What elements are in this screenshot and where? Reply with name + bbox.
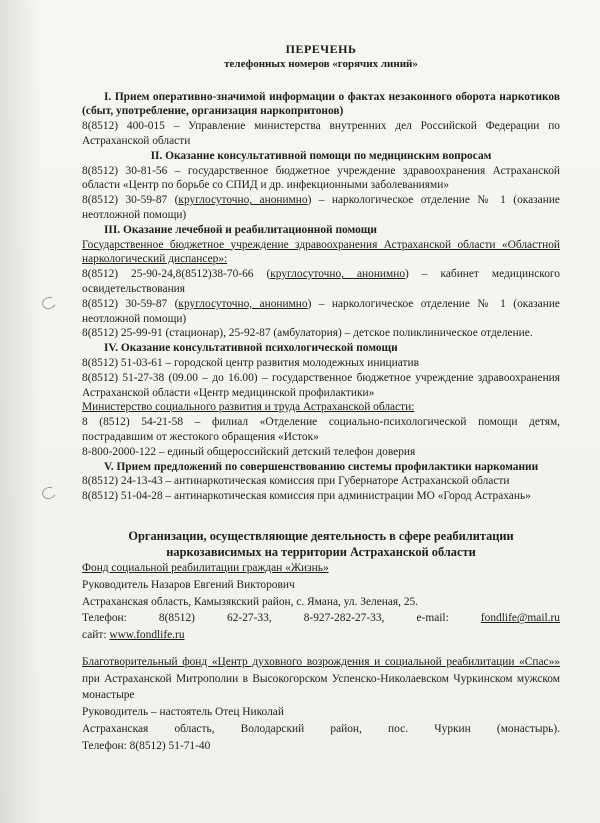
fund-2-head: Руководитель – настоятель Отец Николай bbox=[82, 706, 284, 719]
fund-2-title: Благотворительный фонд «Центр духовного возрождения и социальной реабилитации «Спас»» bbox=[82, 655, 560, 668]
document-title: ПЕРЕЧЕНЬ bbox=[285, 42, 357, 56]
hours-note: круглосуточно, анонимно bbox=[178, 297, 308, 310]
phone-text: 8(8512) 30-59-87 ( bbox=[82, 194, 179, 207]
section-3-org: Государственное бюджетное учреждение здравоохранения Астраханской области «Областной наркологический диспансер»: bbox=[82, 238, 560, 266]
fund-1-phone bbox=[82, 610, 560, 627]
section-3-heading: III. Оказание лечебной и реабилитационной помощи bbox=[104, 223, 377, 236]
organizations-heading: Организации, осуществляющие деятельность в сфере реабилитации наркозависимых на территории Астраханской области bbox=[128, 528, 514, 559]
section-2-line-1: 8(8512) 30-81-56 – государственное бюджетное учреждение здравоохранения Астраханской области «Центр по борьбе со СПИД и др. инфекционными заболеваниями» bbox=[82, 164, 560, 192]
section-3-line-3: 8(8512) 25-99-91 (стационар), 25-92-87 (амбулатория) – детское поликлиническое отделение. bbox=[82, 327, 533, 340]
fund-1-head: Руководитель Назаров Евгений Викторович bbox=[82, 578, 295, 591]
section-4-heading: IV. Оказание консультативной психологической помощи bbox=[104, 342, 398, 355]
section-1-heading: I. Прием оперативно-значимой информации о фактах незаконного оборота наркотиков (сбыт, употребление, организация наркопритонов) bbox=[82, 90, 560, 118]
section-3-line-1 bbox=[82, 267, 560, 297]
fund-2-phone: Телефон: 8(8512) 51-71-40 bbox=[82, 739, 211, 752]
site-label: сайт: bbox=[82, 629, 110, 642]
section-2-heading: II. Оказание консультативной помощи по медицинским вопросам bbox=[150, 149, 492, 162]
fund-1-site bbox=[82, 627, 560, 644]
phone-text: 8(8512) 25-90-24,8(8512)38-70-66 ( bbox=[82, 268, 271, 281]
section-2-line-2 bbox=[82, 193, 560, 223]
document-body bbox=[82, 42, 560, 755]
hole-punch-mark bbox=[40, 485, 57, 501]
section-5-line-1: 8(8512) 24-13-43 – антинаркотическая комиссия при Губернаторе Астраханской области bbox=[82, 475, 510, 488]
hours-note: круглосуточно, анонимно bbox=[178, 194, 308, 207]
scan-edge-shadow bbox=[0, 0, 40, 823]
phone-desc: ) – наркологическое отделение № 1 (оказание неотложной помощи) bbox=[82, 194, 560, 221]
hole-punch-mark bbox=[40, 295, 57, 311]
fund-1-address: Астраханская область, Камызякский район, с. Ямана, ул. Зеленая, 25. bbox=[82, 595, 419, 608]
phone-desc: ) – наркологическое отделение № 1 (оказание неотложной помощи) bbox=[82, 297, 560, 325]
section-4-line-3: 8 (8512) 54-21-58 – филиал «Отделение социально-психологической помощи детям, пострадавшим от жестокого обращения «Исток» bbox=[82, 416, 560, 443]
section-4-line-4: 8-800-2000-122 – единый общероссийский детский телефон доверия bbox=[82, 445, 416, 458]
phone-text: Телефон: 8(8512) 62-27-33, 8-927-282-27-33, e-mail: bbox=[82, 612, 481, 625]
section-4-line-1: 8(8512) 51-03-61 – городской центр развития молодежных инициатив bbox=[82, 356, 419, 369]
section-3-line-2 bbox=[82, 297, 560, 327]
hours-note: круглосуточно, анонимно bbox=[270, 268, 406, 281]
website-link[interactable]: www.fondlife.ru bbox=[109, 629, 185, 642]
fund-2-name bbox=[82, 654, 560, 704]
section-4-line-2: 8(8512) 51-27-38 (09.00 – до 16.00) – государственное бюджетное учреждение здравоохранения Астраханской области «Центр медицинской профилактики» bbox=[82, 371, 560, 399]
email-link[interactable]: fondlife@mail.ru bbox=[480, 612, 560, 625]
phone-text: 8(8512) 30-59-87 ( bbox=[82, 297, 179, 310]
section-1-line-1: 8(8512) 400-015 – Управление министерства внутренних дел Российской Федерации по Астраханской области bbox=[82, 120, 560, 147]
section-4-org: Министерство социального развития и труда Астраханской области: bbox=[82, 401, 415, 414]
section-5-heading: V. Прием предложений по совершенствованию системы профилактики наркомании bbox=[104, 460, 539, 473]
fund-1-name: Фонд социальной реабилитации граждан «Жизнь» bbox=[82, 561, 329, 574]
fund-2-address: Астраханская область, Володарский район, пос. Чуркин (монастырь). bbox=[82, 723, 560, 736]
section-5-line-2: 8(8512) 51-04-28 – антинаркотическая комиссия при администрации МО «Город Астрахань» bbox=[82, 490, 531, 503]
document-subtitle: телефонных номеров «горячих линий» bbox=[224, 57, 418, 70]
fund-2-location: при Астраханской Митрополии в Высокогорском Успенско-Николаевском Чуркинском мужском монастыре bbox=[82, 672, 560, 702]
phone-desc: ) – кабинет медицинского освидетельствования bbox=[82, 268, 560, 295]
